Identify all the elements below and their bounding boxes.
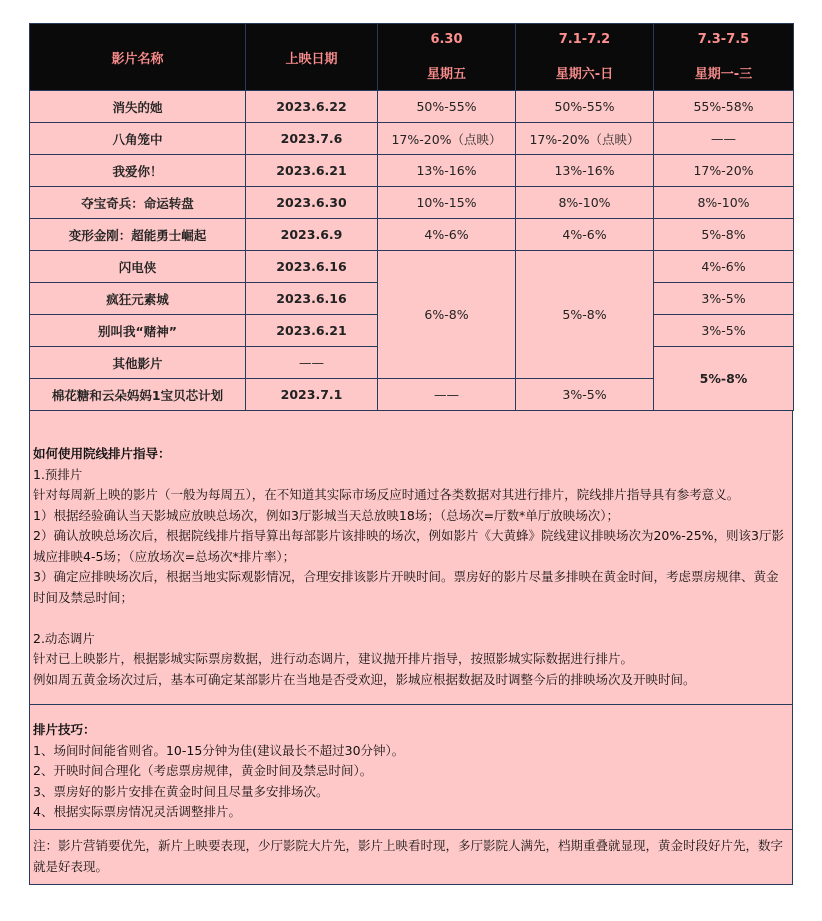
release-date: 2023.6.16: [246, 283, 378, 315]
film-name: 其他影片: [30, 347, 246, 379]
film-name: 我爱你！: [30, 155, 246, 187]
guide-subtitle-2: 2.动态调片: [33, 630, 95, 646]
header-col1-day: 星期五: [426, 67, 466, 82]
share-col1: 50%-55%: [378, 91, 516, 123]
table-row: [30, 155, 794, 187]
tip-item: 2、开映时间合理化（考虑票房规律，黄金时间及禁忌时间）。: [33, 763, 373, 778]
share-col3: ——: [654, 123, 794, 155]
tips-title: 排片技巧：: [33, 722, 96, 737]
notes-panel: [29, 411, 793, 885]
table-row: [30, 219, 794, 251]
note-text: 注：影片营销要优先，新片上映要表现，少厅影院大片先，影片上映看时现，多厅影院人满先，档期重叠就显现，黄金时段好片先，数字就是好表现。: [33, 838, 784, 874]
share-col3: 8%-10%: [654, 187, 794, 219]
note-section: [30, 830, 792, 884]
tips-section: [30, 705, 792, 830]
film-name: 变形金刚：超能勇士崛起: [30, 219, 246, 251]
share-col1: 4%-6%: [378, 219, 516, 251]
table-row: [30, 251, 794, 283]
header-col3-date: 7.3-7.5: [697, 32, 750, 47]
guide-subtitle-1: 1.预排片: [33, 466, 83, 482]
table-row: [30, 91, 794, 123]
share-col1-merged: 6%-8%: [378, 251, 516, 379]
header-release-date: 上映日期: [246, 24, 378, 91]
film-name: 夺宝奇兵：命运转盘: [30, 187, 246, 219]
table-row: [30, 123, 794, 155]
release-date: 2023.6.21: [246, 155, 378, 187]
film-name: 别叫我“赌神”: [30, 315, 246, 347]
guide-paragraph: 针对每周新上映的影片（一般为每周五），在不知道其实际市场反应时通过各类数据对其进行排片，院线排片指导具有参考意义。: [33, 487, 740, 502]
share-col1: 13%-16%: [378, 155, 516, 187]
film-name: 棉花糖和云朵妈妈1宝贝芯计划: [30, 379, 246, 411]
film-name: 闪电侠: [30, 251, 246, 283]
header-col1: [378, 24, 516, 91]
table-row: [30, 187, 794, 219]
share-col3: 55%-58%: [654, 91, 794, 123]
share-col3-merged: 5%-8%: [654, 347, 794, 411]
share-col2: 4%-6%: [516, 219, 654, 251]
guide-paragraph: 1）根据经验确认当天影城应放映总场次，例如3厅影城当天总放映18场；（总场次=厅数*单厅放映场次）；: [33, 507, 620, 523]
share-col2: 3%-5%: [516, 379, 654, 411]
release-date: 2023.6.22: [246, 91, 378, 123]
header-col3: [654, 24, 794, 91]
header-col2: [516, 24, 654, 91]
share-col3: 17%-20%: [654, 155, 794, 187]
schedule-document: [29, 23, 793, 885]
share-col2: 13%-16%: [516, 155, 654, 187]
guide-section: [30, 411, 792, 705]
release-date: 2023.7.1: [246, 379, 378, 411]
share-col1: 17%-20%（点映）: [378, 123, 516, 155]
share-col2: 50%-55%: [516, 91, 654, 123]
guide-paragraph: 3）确定应排映场次后，根据当地实际观影情况，合理安排该影片开映时间。票房好的影片尽量多排映在黄金时间，考虑票房规律、黄金时间及禁忌时间；: [33, 569, 779, 605]
schedule-table: [29, 23, 794, 411]
share-col2: 17%-20%（点映）: [516, 123, 654, 155]
header-col3-day: 星期一-三: [694, 67, 753, 82]
release-date: ——: [246, 347, 378, 379]
film-name: 八角笼中: [30, 123, 246, 155]
release-date: 2023.6.16: [246, 251, 378, 283]
film-name: 消失的她: [30, 91, 246, 123]
tip-item: 3、票房好的影片安排在黄金时间且尽量多安排场次。: [33, 783, 329, 799]
header-col1-date: 6.30: [430, 32, 463, 47]
tip-item: 4、根据实际票房情况灵活调整排片。: [33, 804, 241, 819]
release-date: 2023.6.21: [246, 315, 378, 347]
film-name: 疯狂元素城: [30, 283, 246, 315]
guide-paragraph: 2）确认放映总场次后，根据院线排片指导算出每部影片该排映的场次，例如影片《大黄蜂》院线建议排映场次为20%-25%，则该3厅影城应排映4-5场；（应放场次=总场次*排片率）；: [33, 528, 784, 564]
guide-title: 如何使用院线排片指导：: [33, 446, 171, 461]
header-col2-day: 星期六-日: [555, 67, 614, 82]
share-col1: ——: [378, 379, 516, 411]
guide-paragraph: 例如周五黄金场次过后，基本可确定某部影片在当地是否受欢迎，影城应根据数据及时调整今后的排映场次及开映时间。: [33, 671, 696, 687]
share-col3: 3%-5%: [654, 283, 794, 315]
header-col2-date: 7.1-7.2: [558, 32, 611, 47]
share-col3: 3%-5%: [654, 315, 794, 347]
header-row: [30, 24, 794, 91]
share-col3: 4%-6%: [654, 251, 794, 283]
guide-paragraph: 针对已上映影片，根据影城实际票房数据，进行动态调片，建议抛开排片指导，按照影城实际数据进行排片。: [33, 651, 634, 666]
tip-item: 1、场间时间能省则省。10-15分钟为佳(建议最长不超过30分钟）。: [33, 742, 405, 758]
share-col1: 10%-15%: [378, 187, 516, 219]
share-col3: 5%-8%: [654, 219, 794, 251]
share-col2: 8%-10%: [516, 187, 654, 219]
share-col2-merged: 5%-8%: [516, 251, 654, 379]
release-date: 2023.7.6: [246, 123, 378, 155]
release-date: 2023.6.9: [246, 219, 378, 251]
release-date: 2023.6.30: [246, 187, 378, 219]
header-film-name: 影片名称: [30, 24, 246, 91]
